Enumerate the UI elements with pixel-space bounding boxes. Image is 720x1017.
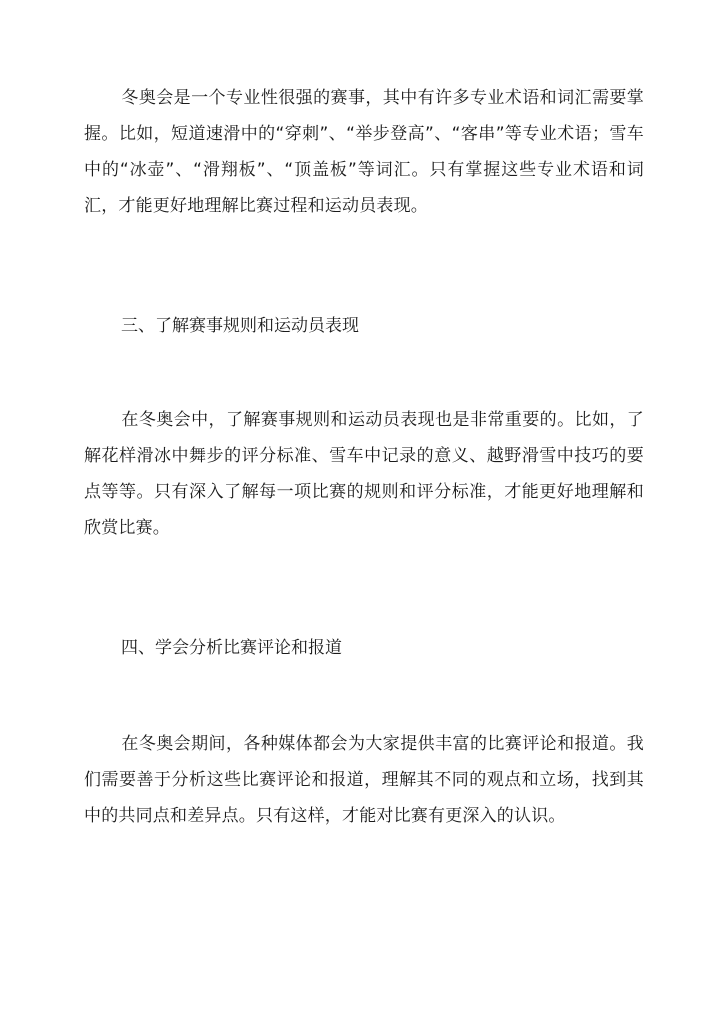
paragraph-terminology: 冬奥会是一个专业性很强的赛事，其中有许多专业术语和词汇需要掌握。比如，短道速滑中的“穿刺”、“举步登高”、“客串”等专业术语；雪车中的“冰壶”、“滑翔板”、“顶盖板”等词汇。只有掌握这些专业术语和词汇，才能更好地理解比赛过程和运动员表现。 [84, 88, 644, 216]
paragraph-analysis: 在冬奥会期间，各种媒体都会为大家提供丰富的比赛评论和报道。我们需要善于分析这些比赛评论和报道，理解其不同的观点和立场，找到其中的共同点和差异点。只有这样，才能对比赛有更深入的认识。 [84, 734, 644, 826]
paragraph-rules: 在冬奥会中，了解赛事规则和运动员表现也是非常重要的。比如，了解花样滑冰中舞步的评分标准、雪车中记录的意义、越野滑雪中技巧的要点等等。只有深入了解每一项比赛的规则和评分标准，才能更好地理解和欣赏比赛。 [84, 410, 644, 538]
section-heading-analysis: 四、学会分析比赛评论和报道 [121, 638, 342, 658]
section-heading-rules: 三、了解赛事规则和运动员表现 [121, 316, 359, 336]
